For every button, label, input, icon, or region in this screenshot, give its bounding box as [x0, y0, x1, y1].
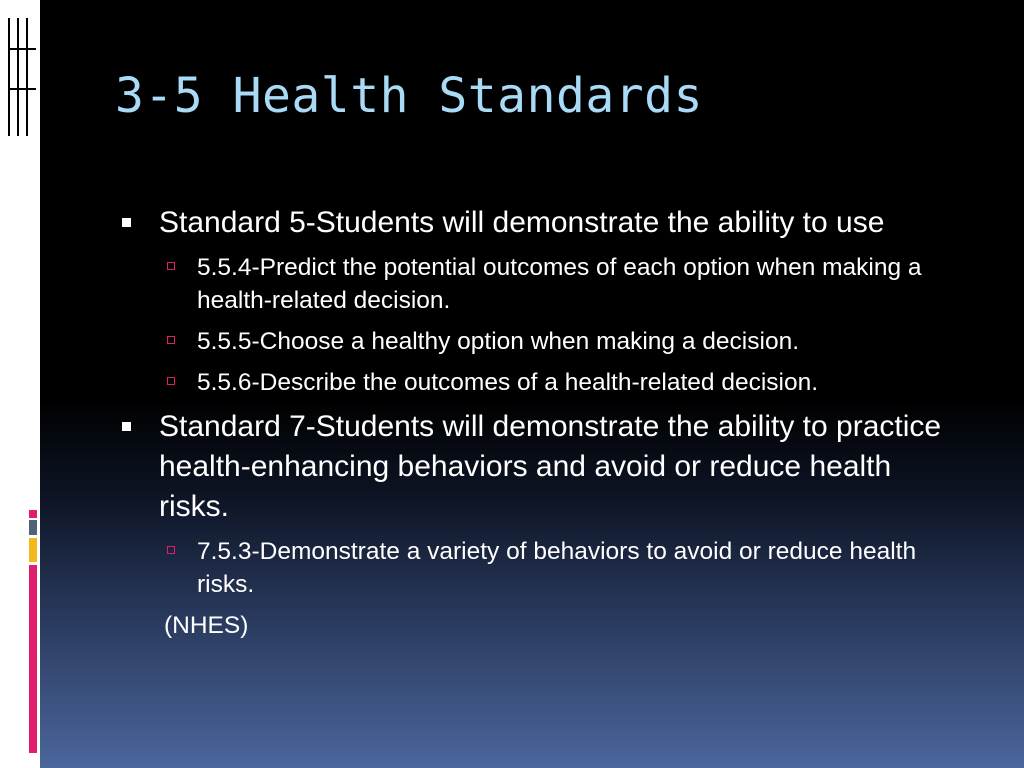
hollow-square-bullet-icon — [167, 262, 175, 270]
sub-bullet-5-5-6 — [122, 366, 962, 399]
sub-bullet-text: 5.5.4-Predict the potential outcomes of each option when making a health-related decision. — [197, 254, 922, 314]
sub-bullet-5-5-4 — [122, 251, 962, 317]
accent-bar-pink — [29, 565, 37, 753]
sub-bullet-text: 5.5.5-Choose a healthy option when making a decision. — [197, 328, 799, 355]
hollow-square-bullet-icon — [167, 336, 175, 344]
hollow-square-bullet-icon — [167, 377, 175, 385]
square-bullet-icon — [122, 422, 131, 431]
hollow-square-bullet-icon — [167, 546, 175, 554]
window-frame-icon — [8, 18, 36, 136]
bullet-text: Standard 7-Students will demonstrate the ability to practice health-enhancing behaviors and avoid or reduce health risks. — [159, 410, 942, 523]
accent-bar-pink-top — [29, 510, 37, 518]
sub-bullet-7-5-3 — [122, 535, 962, 601]
left-decorative-strip — [0, 0, 40, 768]
accent-bar-gray — [29, 520, 37, 535]
square-bullet-icon — [122, 218, 131, 227]
bullet-standard-7 — [122, 407, 962, 527]
slide-title: 3-5 Health Standards — [115, 68, 703, 124]
source-citation: (NHES) — [164, 612, 249, 639]
slide-content — [122, 203, 962, 642]
sub-bullet-text: 5.5.6-Describe the outcomes of a health-related decision. — [197, 369, 819, 396]
bullet-standard-5 — [122, 203, 962, 243]
bullet-text: Standard 5-Students will demonstrate the ability to use — [159, 206, 885, 239]
sub-bullet-text: 7.5.3-Demonstrate a variety of behaviors to avoid or reduce health risks. — [197, 538, 917, 598]
sub-bullet-5-5-5 — [122, 325, 962, 358]
accent-bar-yellow — [29, 538, 37, 562]
